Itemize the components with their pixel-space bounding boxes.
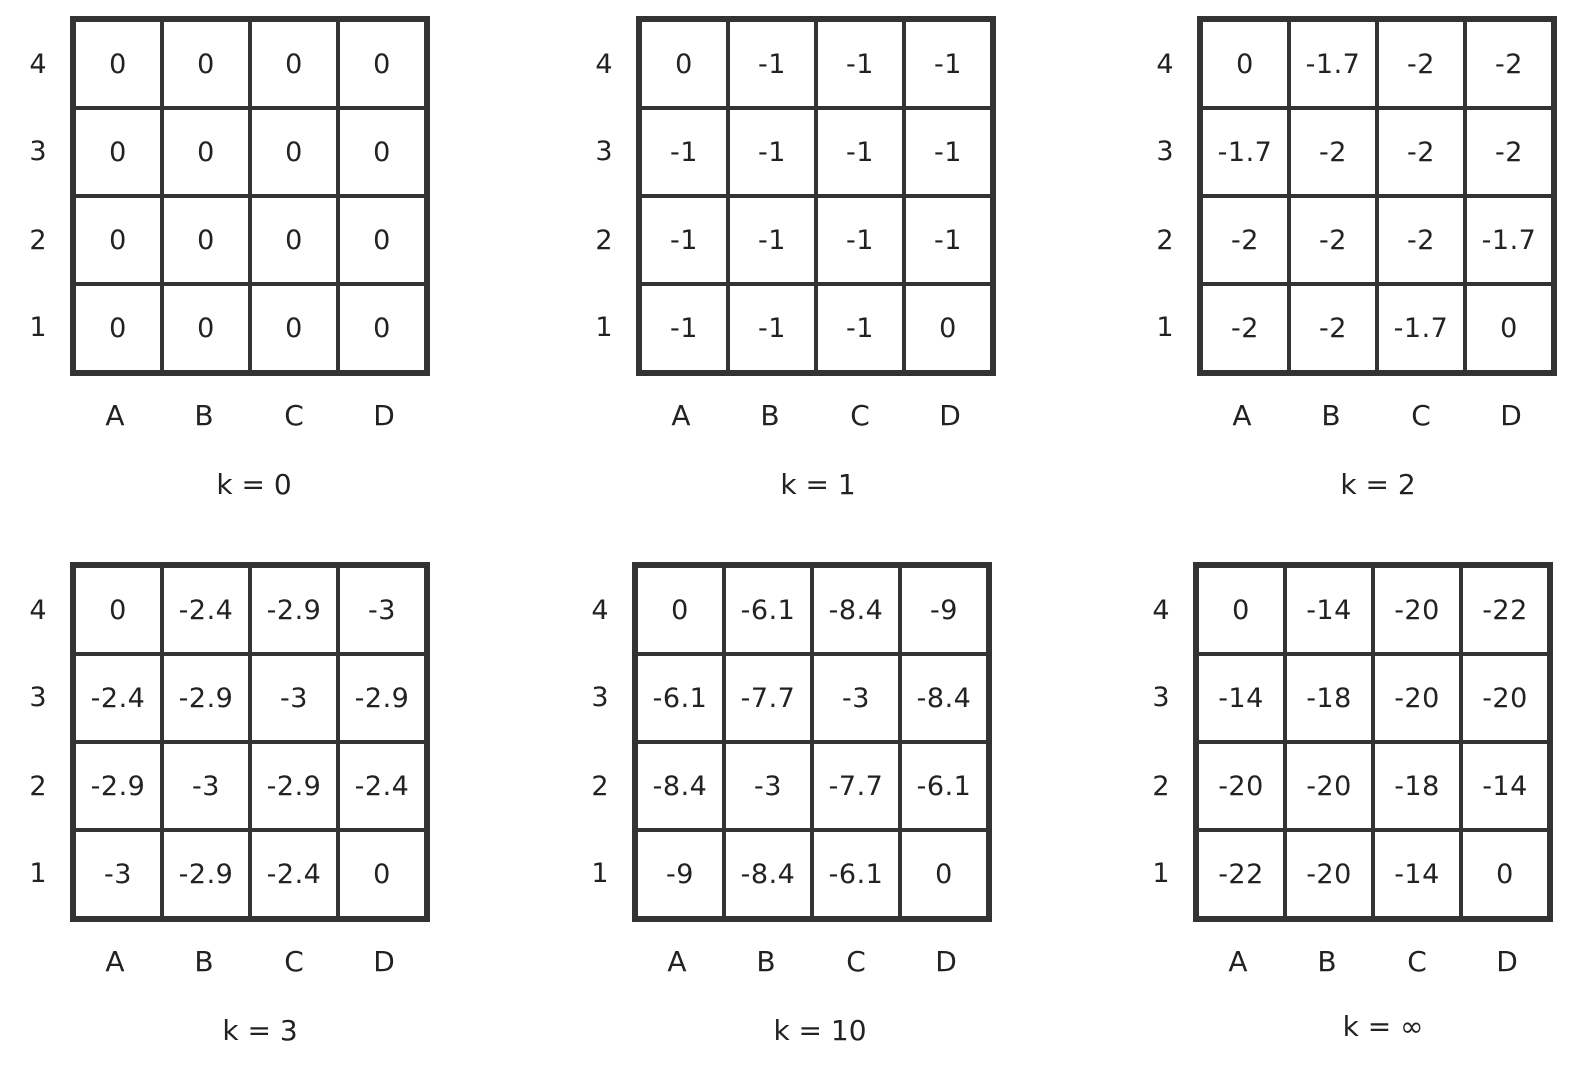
row-label-3: 3 xyxy=(591,682,609,713)
row-label-3: 3 xyxy=(29,136,47,167)
cell-D4: -1 xyxy=(904,20,992,108)
panel-caption: k = 2 xyxy=(1340,468,1416,501)
row-label-2: 2 xyxy=(1156,225,1174,256)
cell-B2: 0 xyxy=(162,196,250,284)
cell-A3: 0 xyxy=(74,108,162,196)
cell-D3: -8.4 xyxy=(900,654,988,742)
cell-C2: -2.9 xyxy=(250,742,338,830)
cell-B3: -1 xyxy=(728,108,816,196)
cell-A1: -1 xyxy=(640,284,728,372)
cell-B3: -2.9 xyxy=(162,654,250,742)
row-label-4: 4 xyxy=(29,595,47,626)
cell-D4: -3 xyxy=(338,566,426,654)
col-label-C: C xyxy=(284,945,304,978)
col-label-A: A xyxy=(667,945,687,978)
panel-caption: k = 1 xyxy=(780,468,856,501)
cell-A3: -1.7 xyxy=(1201,108,1289,196)
col-label-C: C xyxy=(1411,399,1431,432)
cell-D2: -1.7 xyxy=(1465,196,1553,284)
col-label-B: B xyxy=(760,399,780,432)
col-label-A: A xyxy=(105,945,125,978)
cell-A2: -20 xyxy=(1197,742,1285,830)
cell-A1: 0 xyxy=(74,284,162,372)
value-grid xyxy=(636,16,996,376)
cell-A4: 0 xyxy=(640,20,728,108)
cell-A2: -8.4 xyxy=(636,742,724,830)
col-label-C: C xyxy=(1407,945,1427,978)
cell-A4: 0 xyxy=(1201,20,1289,108)
cell-D2: -2.4 xyxy=(338,742,426,830)
row-label-2: 2 xyxy=(29,225,47,256)
col-label-D: D xyxy=(373,399,395,432)
row-label-4: 4 xyxy=(1152,595,1170,626)
cell-D1: 0 xyxy=(904,284,992,372)
value-grid xyxy=(1197,16,1557,376)
cell-C2: -2 xyxy=(1377,196,1465,284)
col-label-A: A xyxy=(1232,399,1252,432)
cell-A3: -1 xyxy=(640,108,728,196)
cell-C2: 0 xyxy=(250,196,338,284)
row-label-1: 1 xyxy=(591,858,609,889)
cell-D1: 0 xyxy=(1461,830,1549,918)
cell-C1: 0 xyxy=(250,284,338,372)
cell-A2: -2.9 xyxy=(74,742,162,830)
col-label-D: D xyxy=(1500,399,1522,432)
panel-k-infinity xyxy=(1141,562,1576,1082)
cell-A3: -2.4 xyxy=(74,654,162,742)
cell-D2: -1 xyxy=(904,196,992,284)
cell-D2: -14 xyxy=(1461,742,1549,830)
cell-B4: -2.4 xyxy=(162,566,250,654)
col-label-D: D xyxy=(373,945,395,978)
cell-B2: -1 xyxy=(728,196,816,284)
cell-B2: -20 xyxy=(1285,742,1373,830)
cell-C2: -7.7 xyxy=(812,742,900,830)
col-label-B: B xyxy=(1317,945,1337,978)
cell-D4: -22 xyxy=(1461,566,1549,654)
cell-B1: -1 xyxy=(728,284,816,372)
row-label-4: 4 xyxy=(29,49,47,80)
cell-D4: -2 xyxy=(1465,20,1553,108)
cell-D4: -9 xyxy=(900,566,988,654)
col-label-B: B xyxy=(1321,399,1341,432)
cell-D1: 0 xyxy=(338,284,426,372)
value-grid xyxy=(632,562,992,922)
col-label-A: A xyxy=(105,399,125,432)
cell-C3: 0 xyxy=(250,108,338,196)
cell-B3: -2 xyxy=(1289,108,1377,196)
cell-A1: -22 xyxy=(1197,830,1285,918)
cell-A2: 0 xyxy=(74,196,162,284)
panel-k0 xyxy=(18,16,558,536)
cell-A3: -14 xyxy=(1197,654,1285,742)
cell-C4: -1 xyxy=(816,20,904,108)
cell-A4: 0 xyxy=(74,566,162,654)
col-label-A: A xyxy=(1228,945,1248,978)
col-label-A: A xyxy=(671,399,691,432)
row-label-1: 1 xyxy=(1156,312,1174,343)
cell-C1: -1.7 xyxy=(1377,284,1465,372)
cell-D3: -2 xyxy=(1465,108,1553,196)
row-label-4: 4 xyxy=(591,595,609,626)
cell-D2: -6.1 xyxy=(900,742,988,830)
cell-A2: -2 xyxy=(1201,196,1289,284)
cell-D4: 0 xyxy=(338,20,426,108)
cell-B2: -3 xyxy=(724,742,812,830)
row-label-1: 1 xyxy=(29,312,47,343)
cell-B4: -6.1 xyxy=(724,566,812,654)
cell-C1: -2.4 xyxy=(250,830,338,918)
panel-k1 xyxy=(584,16,1124,536)
cell-A4: 0 xyxy=(1197,566,1285,654)
cell-B2: -3 xyxy=(162,742,250,830)
cell-A4: 0 xyxy=(636,566,724,654)
cell-D1: 0 xyxy=(338,830,426,918)
cell-B4: -14 xyxy=(1285,566,1373,654)
cell-C3: -3 xyxy=(812,654,900,742)
cell-C3: -20 xyxy=(1373,654,1461,742)
cell-C1: -1 xyxy=(816,284,904,372)
cell-B2: -2 xyxy=(1289,196,1377,284)
cell-B4: 0 xyxy=(162,20,250,108)
row-label-3: 3 xyxy=(1152,682,1170,713)
cell-D3: -20 xyxy=(1461,654,1549,742)
cell-B1: -2 xyxy=(1289,284,1377,372)
cell-C2: -18 xyxy=(1373,742,1461,830)
cell-A3: -6.1 xyxy=(636,654,724,742)
cell-C3: -1 xyxy=(816,108,904,196)
panel-caption: k = 3 xyxy=(222,1014,298,1047)
col-label-C: C xyxy=(846,945,866,978)
panel-caption: k = 10 xyxy=(773,1014,867,1047)
cell-B1: -8.4 xyxy=(724,830,812,918)
panel-caption: k = ∞ xyxy=(1342,1010,1424,1043)
row-label-3: 3 xyxy=(1156,136,1174,167)
cell-D3: -2.9 xyxy=(338,654,426,742)
row-label-2: 2 xyxy=(591,771,609,802)
cell-C4: -2 xyxy=(1377,20,1465,108)
col-label-D: D xyxy=(939,399,961,432)
cell-C1: -6.1 xyxy=(812,830,900,918)
panel-caption: k = 0 xyxy=(216,468,292,501)
cell-C3: -3 xyxy=(250,654,338,742)
col-label-B: B xyxy=(194,945,214,978)
cell-D3: 0 xyxy=(338,108,426,196)
panel-k10 xyxy=(580,562,1120,1082)
cell-C4: -8.4 xyxy=(812,566,900,654)
cell-D1: 0 xyxy=(900,830,988,918)
cell-C1: -14 xyxy=(1373,830,1461,918)
col-label-D: D xyxy=(935,945,957,978)
cell-B1: -20 xyxy=(1285,830,1373,918)
row-label-1: 1 xyxy=(595,312,613,343)
value-grid xyxy=(70,16,430,376)
cell-B4: -1 xyxy=(728,20,816,108)
row-label-1: 1 xyxy=(1152,858,1170,889)
cell-C4: -2.9 xyxy=(250,566,338,654)
cell-A2: -1 xyxy=(640,196,728,284)
cell-B3: -18 xyxy=(1285,654,1373,742)
value-grid xyxy=(1193,562,1553,922)
col-label-C: C xyxy=(850,399,870,432)
value-grid xyxy=(70,562,430,922)
cell-B4: -1.7 xyxy=(1289,20,1377,108)
cell-B3: 0 xyxy=(162,108,250,196)
cell-A1: -9 xyxy=(636,830,724,918)
panel-k3 xyxy=(18,562,558,1082)
row-label-1: 1 xyxy=(29,858,47,889)
cell-D3: -1 xyxy=(904,108,992,196)
cell-A1: -3 xyxy=(74,830,162,918)
cell-C4: -20 xyxy=(1373,566,1461,654)
col-label-B: B xyxy=(194,399,214,432)
row-label-4: 4 xyxy=(1156,49,1174,80)
cell-B1: 0 xyxy=(162,284,250,372)
cell-C2: -1 xyxy=(816,196,904,284)
row-label-2: 2 xyxy=(595,225,613,256)
row-label-3: 3 xyxy=(29,682,47,713)
col-label-B: B xyxy=(756,945,776,978)
cell-C3: -2 xyxy=(1377,108,1465,196)
col-label-C: C xyxy=(284,399,304,432)
panel-k2 xyxy=(1145,16,1576,536)
cell-D2: 0 xyxy=(338,196,426,284)
row-label-3: 3 xyxy=(595,136,613,167)
row-label-2: 2 xyxy=(29,771,47,802)
cell-A1: -2 xyxy=(1201,284,1289,372)
row-label-2: 2 xyxy=(1152,771,1170,802)
cell-D1: 0 xyxy=(1465,284,1553,372)
cell-C4: 0 xyxy=(250,20,338,108)
cell-A4: 0 xyxy=(74,20,162,108)
col-label-D: D xyxy=(1496,945,1518,978)
row-label-4: 4 xyxy=(595,49,613,80)
cell-B3: -7.7 xyxy=(724,654,812,742)
cell-B1: -2.9 xyxy=(162,830,250,918)
